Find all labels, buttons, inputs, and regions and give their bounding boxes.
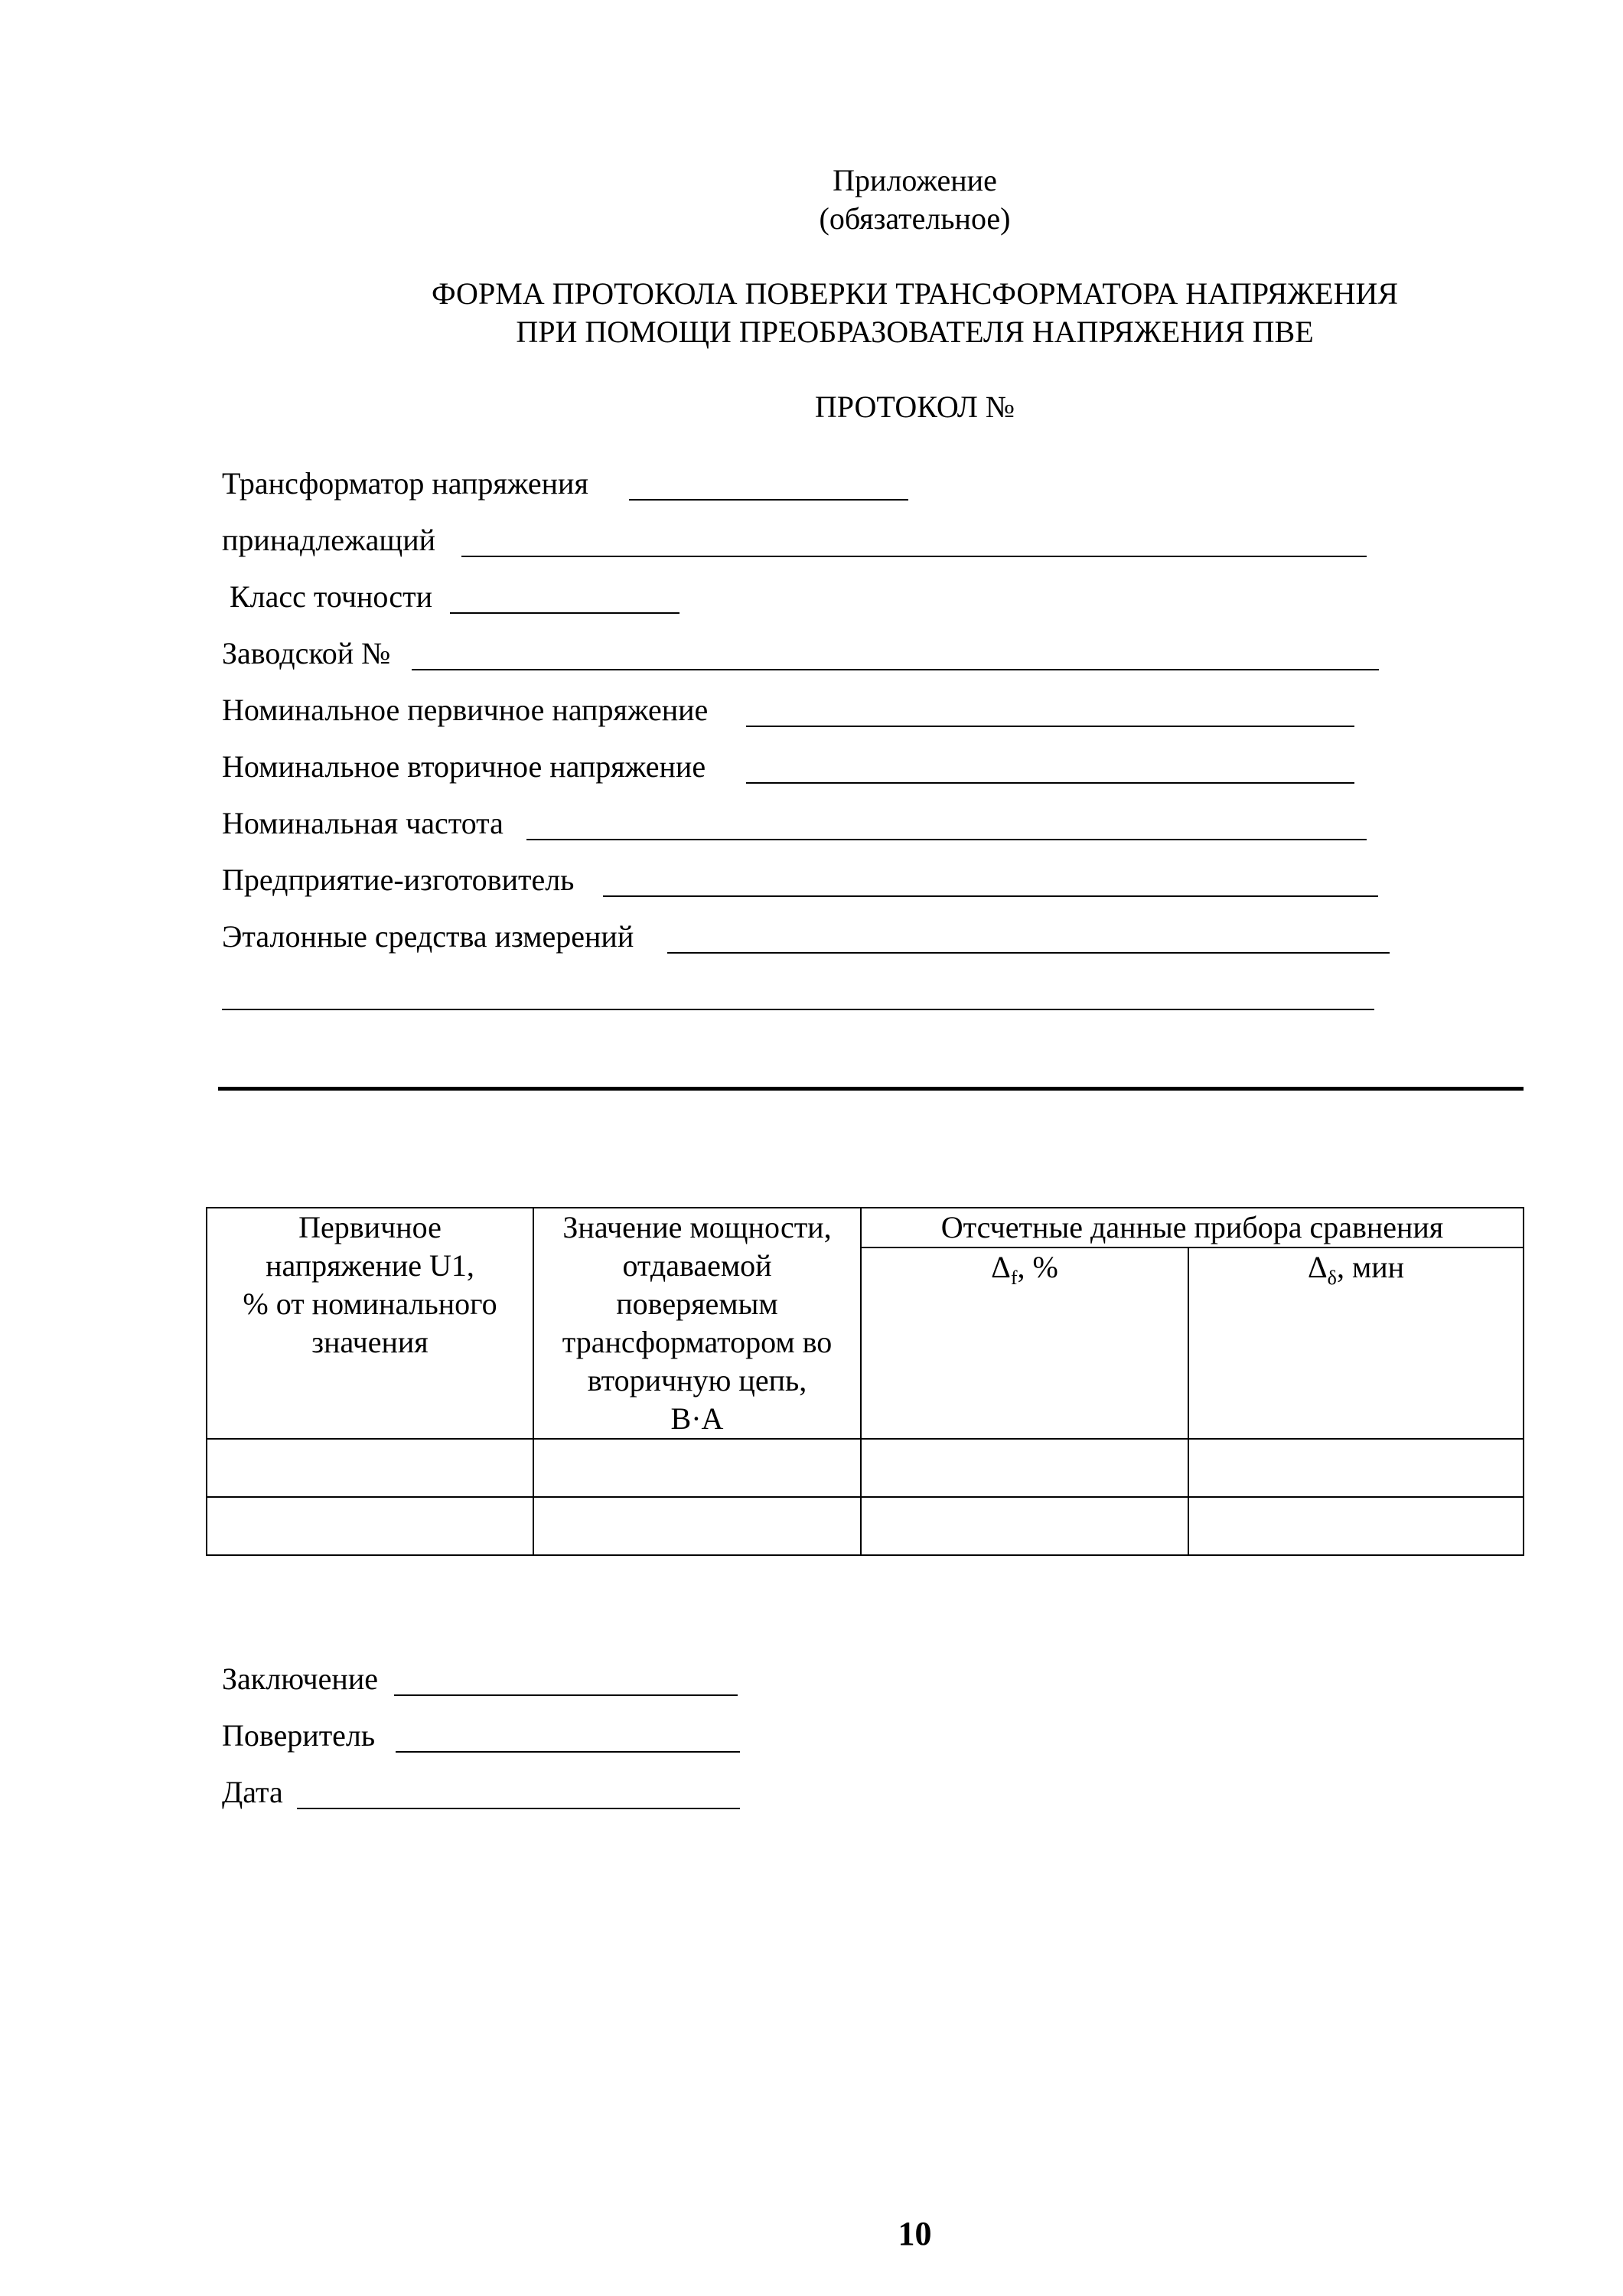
field-primary-voltage-line[interactable] — [746, 726, 1354, 727]
field-reference-instruments-label: Эталонные средства измерений — [222, 919, 634, 954]
field-frequency-label: Номинальная частота — [222, 806, 504, 840]
header-reference-readings: Отсчетные данные прибора сравнения — [861, 1208, 1524, 1247]
field-manufacturer-line[interactable] — [603, 895, 1378, 897]
field-frequency-line[interactable] — [526, 839, 1367, 840]
field-verifier-label: Поверитель — [222, 1718, 376, 1753]
field-transformer-line[interactable] — [629, 499, 908, 501]
field-date-label: Дата — [222, 1775, 283, 1809]
title-line-2: ПРИ ПОМОЩИ ПРЕОБРАЗОВАТЕЛЯ НАПРЯЖЕНИЯ ПВЕ — [516, 315, 1314, 349]
field-manufacturer-label: Предприятие-изготовитель — [222, 863, 575, 897]
table-cell[interactable] — [1188, 1439, 1524, 1497]
separator-rule — [218, 1087, 1524, 1091]
field-conclusion-line[interactable] — [394, 1694, 738, 1696]
field-accuracy-class-label: Класс точности — [230, 579, 432, 614]
field-serial-label: Заводской № — [222, 636, 391, 670]
field-reference-instruments-line-2[interactable] — [222, 1009, 1374, 1010]
table-cell[interactable] — [533, 1439, 861, 1497]
field-primary-voltage-label: Номинальное первичное напряжение — [222, 693, 709, 727]
header-power-value: Значение мощности, отдаваемой поверяемым трансформатором во вторичную цепь, В·А — [533, 1208, 861, 1439]
table-cell[interactable] — [861, 1497, 1188, 1555]
protocol-heading: ПРОТОКОЛ № — [814, 390, 1015, 424]
protocol-table — [206, 1207, 1524, 1556]
header-primary-voltage: Первичное напряжение U1, % от номинального значения — [207, 1208, 533, 1439]
field-verifier-line[interactable] — [396, 1751, 740, 1753]
appendix-note: (обязательное) — [819, 201, 1011, 236]
field-owner-line[interactable] — [461, 556, 1367, 557]
appendix-label: Приложение — [833, 163, 997, 197]
table-cell[interactable] — [207, 1439, 533, 1497]
table-cell[interactable] — [207, 1497, 533, 1555]
table-cell[interactable] — [1188, 1497, 1524, 1555]
field-secondary-voltage-label: Номинальное вторичное напряжение — [222, 749, 706, 784]
page-number: 10 — [898, 2215, 932, 2252]
field-date-line[interactable] — [297, 1808, 740, 1809]
header-delta-delta: $\Delta_\delta$, мин — [1188, 1247, 1524, 1439]
field-secondary-voltage-line[interactable] — [746, 782, 1354, 784]
field-conclusion-label: Заключение — [222, 1662, 378, 1696]
title-line-1: ФОРМА ПРОТОКОЛА ПОВЕРКИ ТРАНСФОРМАТОРА НАПРЯЖЕНИЯ — [431, 276, 1399, 311]
table-cell[interactable] — [861, 1439, 1188, 1497]
header-delta-f: $\Delta_f$, % — [861, 1247, 1188, 1439]
field-owner-label: принадлежащий — [222, 523, 436, 557]
field-accuracy-class-line[interactable] — [450, 612, 680, 614]
field-reference-instruments-line[interactable] — [667, 952, 1390, 954]
table-cell[interactable] — [533, 1497, 861, 1555]
table-row — [207, 1439, 1524, 1497]
field-transformer-label: Трансформатор напряжения — [222, 466, 588, 501]
table-row — [207, 1497, 1524, 1555]
field-serial-line[interactable] — [412, 669, 1379, 670]
